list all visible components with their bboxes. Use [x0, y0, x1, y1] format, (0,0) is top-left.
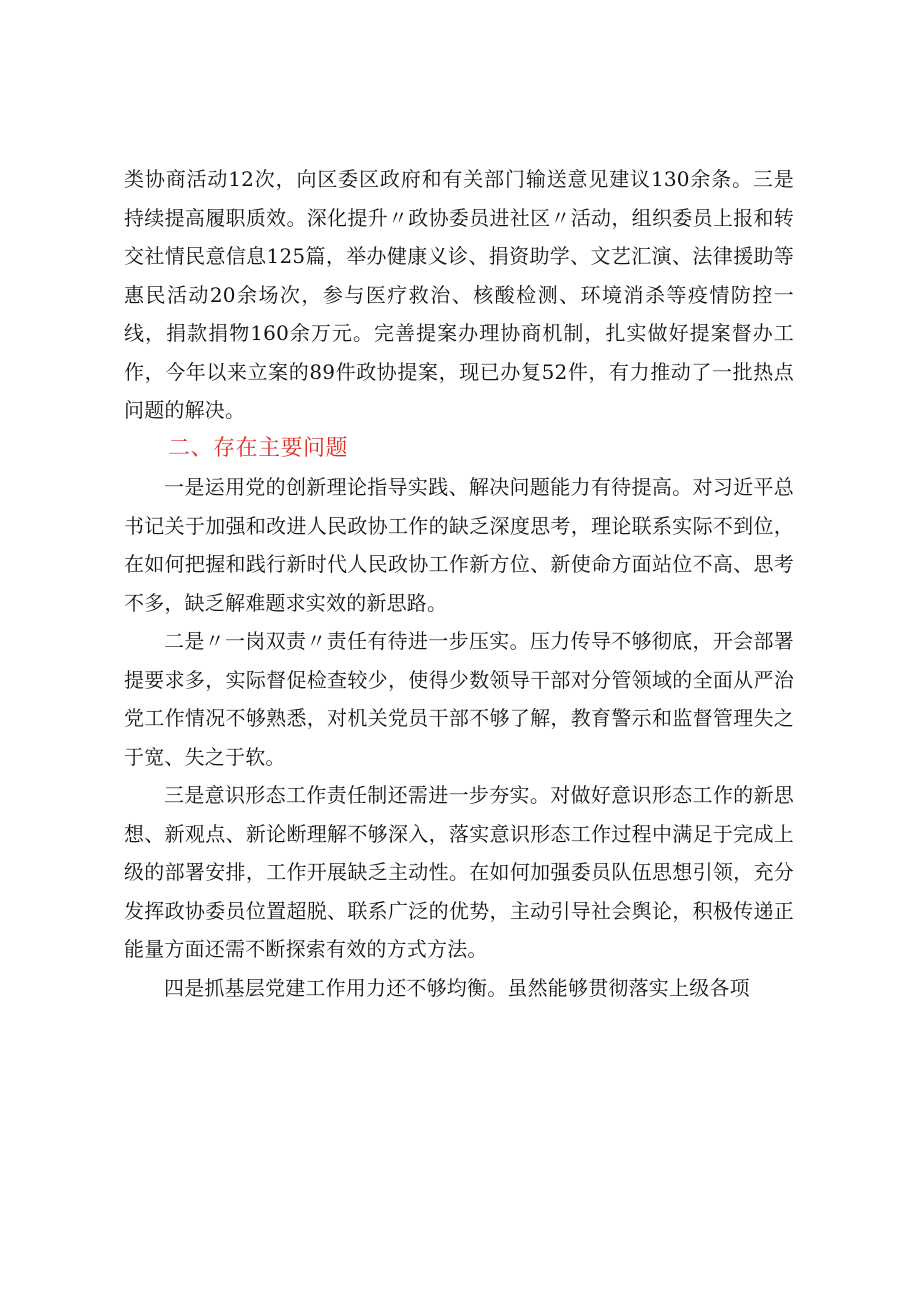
problem-paragraph-3: 三是意识形态工作责任制还需进一步夯实。对做好意识形态工作的新思想、新观点、新论断理解不够深入，落实意识形态工作过程中满足于完成上级的部署安排，工作开展缺乏主动性。在如何加强委员队伍思想引领，充分发挥政协委员位置超脱、联系广泛的优势，主动引导社会舆论，积极传递正能量方面还需不断探索有效的方式方法。: [124, 783, 794, 961]
document-body: [124, 160, 794, 1007]
section-heading: 二、存在主要问题: [168, 435, 349, 461]
problem-paragraph-1: 一是运用党的创新理论指导实践、解决问题能力有待提高。对习近平总书记关于加强和改进人民政协工作的缺乏深度思考，理论联系实际不到位，在如何把握和践行新时代人民政协工作新方位、新使命方面站位不高、思考不多，缺乏解难题求实效的新思路。: [124, 475, 794, 615]
problem-paragraph-4: 四是抓基层党建工作用力还不够均衡。虽然能够贯彻落实上级各项: [164, 975, 750, 1000]
problem-paragraph-2: 二是〃一岗双责〃责任有待进一步压实。压力传导不够彻底，开会部署提要求多，实际督促检查较少，使得少数领导干部对分管领域的全面从严治党工作情况不够熟悉，对机关党员干部不够了解，教育警示和监督管理失之于宽、失之于软。: [124, 629, 794, 769]
continuation-paragraph: 类协商活动12次，向区委区政府和有关部门输送意见建议130余条。三是持续提高履职质效。深化提升〃政协委员进社区〃活动，组织委员上报和转交社情民意信息125篇，举办健康义诊、捐资助学、文艺汇演、法律援助等惠民活动20余场次，参与医疗救治、核酸检测、环境消杀等疫情防控一线，捐款捐物160余万元。完善提案办理协商机制，扎实做好提案督办工作，今年以来立案的89件政协提案，现已办复52件，有力推动了一批热点问题的解决。: [124, 167, 794, 422]
